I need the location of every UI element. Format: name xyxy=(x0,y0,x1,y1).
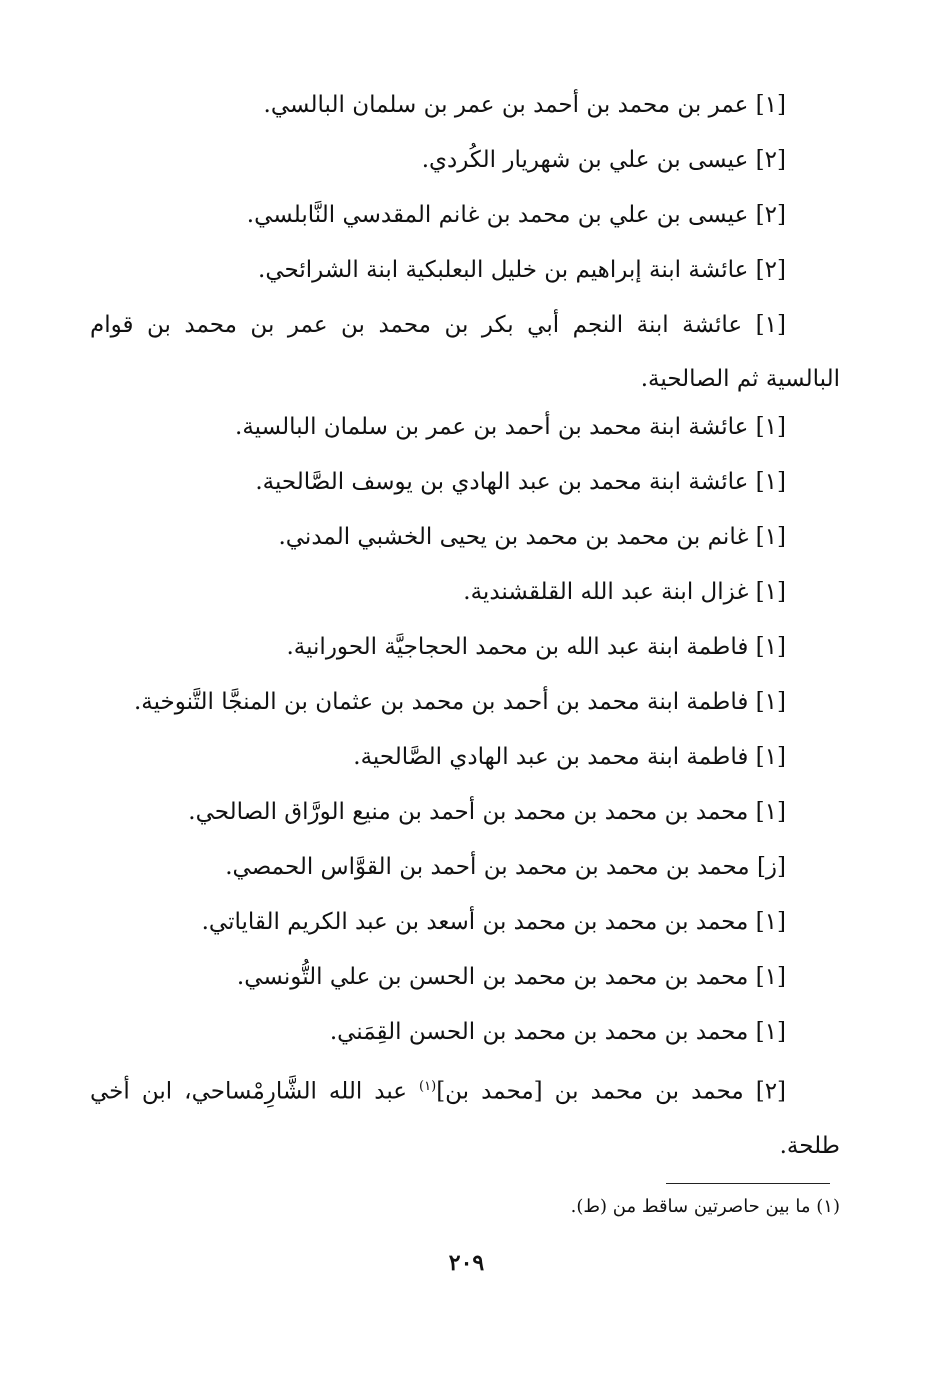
footnote xyxy=(571,1196,840,1217)
entry-marker: [١] xyxy=(755,964,786,990)
entry-marker: [١] xyxy=(755,469,786,495)
list-item xyxy=(202,895,786,949)
entry-marker: [٢] xyxy=(755,257,786,283)
entry-text: فاطمة ابنة محمد بن أحمد بن محمد بن عثمان بن المنجَّا التَّنوخية. xyxy=(133,689,749,715)
entry-marker: [١] xyxy=(755,909,786,935)
entry-text: محمد بن محمد بن محمد بن أحمد بن القوَّاس الحمصي. xyxy=(225,854,750,880)
list-item xyxy=(255,455,786,509)
list-item xyxy=(330,1005,786,1059)
entry-marker: [٢] xyxy=(755,1078,787,1105)
entry-text: غانم بن محمد بن محمد بن يحيى الخشبي المدني. xyxy=(278,524,749,550)
entry-text: غزال ابنة عبد الله القلقشندية. xyxy=(463,579,749,605)
entry-text: عائشة ابنة إبراهيم بن خليل البعلبكية ابنة الشرائحي. xyxy=(258,257,749,283)
list-item xyxy=(247,188,786,242)
entry-marker: [١] xyxy=(755,744,786,770)
list-item xyxy=(134,675,786,729)
entry-text: فاطمة ابنة عبد الله بن محمد الحجاجيَّة الحورانية. xyxy=(286,634,749,660)
list-item xyxy=(235,400,786,454)
entry-marker: [١] xyxy=(755,689,786,715)
entry-marker: [٢] xyxy=(755,147,786,173)
entry-text: محمد بن محمد بن محمد بن أحمد بن منيع الورَّاق الصالحي. xyxy=(188,799,749,825)
entry-marker: [٢] xyxy=(755,202,786,228)
footnote-divider xyxy=(666,1183,830,1184)
footnote-text: ما بين حاصرتين ساقط من (ط). xyxy=(570,1196,811,1217)
entry-marker: [١] xyxy=(755,579,786,605)
entry-text: فاطمة ابنة محمد بن عبد الهادي الصَّالحية. xyxy=(353,744,749,770)
list-item xyxy=(422,133,786,187)
entry-text: عائشة ابنة محمد بن أحمد بن عمر بن سلمان البالسية. xyxy=(235,414,749,440)
page-number: ٢٠٩ xyxy=(448,1250,485,1276)
list-item xyxy=(225,840,786,894)
entry-text: عيسى بن علي بن محمد بن غانم المقدسي النَّابلسي. xyxy=(246,202,749,228)
entry-marker: [١] xyxy=(755,414,786,440)
entry-text: محمد بن محمد بن محمد بن الحسن القِمَني. xyxy=(329,1019,749,1045)
list-item xyxy=(188,785,786,839)
entry-marker: [١] xyxy=(755,92,786,118)
list-item xyxy=(463,565,786,619)
footnote-reference: (١) xyxy=(419,1079,437,1094)
list-item xyxy=(264,78,786,132)
entry-text: عيسى بن علي بن شهريار الكُردي. xyxy=(421,147,749,173)
entry-marker: [١] xyxy=(755,524,786,550)
entry-marker: [١] xyxy=(755,799,786,825)
entry-marker: [١] xyxy=(755,1019,786,1045)
entry-marker: [١] xyxy=(755,312,786,338)
entry-text: عمر بن محمد بن أحمد بن عمر بن سلمان البالسي. xyxy=(263,92,749,118)
list-item xyxy=(278,510,786,564)
list-item xyxy=(90,1060,840,1173)
entry-text: عائشة ابنة النجم أبي بكر بن محمد بن عمر بن محمد بن قوام البالسية ثم الصالحية. xyxy=(90,312,840,392)
footnote-number: (١) xyxy=(816,1196,840,1217)
entry-marker: [١] xyxy=(755,634,786,660)
list-item xyxy=(237,950,786,1004)
list-item xyxy=(286,620,786,674)
entry-text: عائشة ابنة محمد بن عبد الهادي بن يوسف الصَّالحية. xyxy=(255,469,749,495)
entry-text: عبد الله الشَّارِمْساحي، ابن أخي طلحة. xyxy=(90,1078,840,1159)
entry-text: محمد بن محمد بن محمد بن أسعد بن عبد الكريم القاياتي. xyxy=(201,909,749,935)
entry-text: محمد بن محمد بن [محمد بن] xyxy=(436,1078,744,1105)
entry-marker: [ز] xyxy=(756,854,786,880)
list-item xyxy=(258,243,786,297)
list-item xyxy=(353,730,786,784)
list-item xyxy=(90,298,840,406)
entry-text: محمد بن محمد بن محمد بن الحسن بن علي التُّونسي. xyxy=(236,964,749,990)
